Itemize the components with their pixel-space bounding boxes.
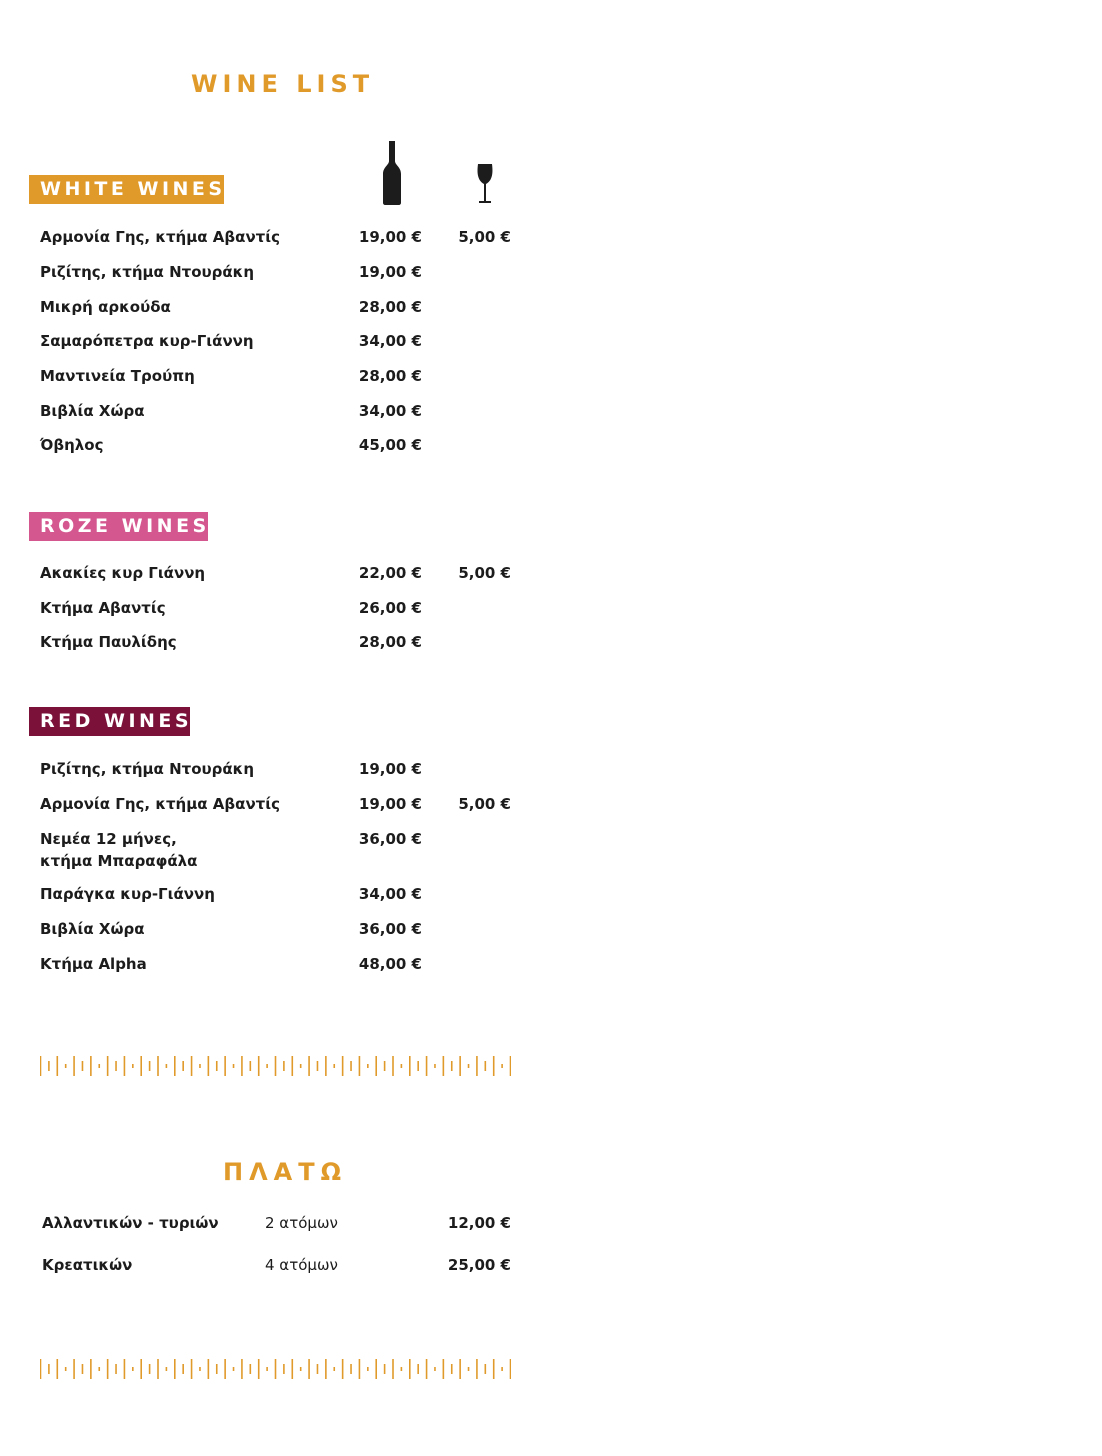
red-wines-heading: RED WINES xyxy=(29,707,190,736)
bottle-price: 48,00 € xyxy=(358,955,422,973)
bottle-price: 28,00 € xyxy=(358,633,422,651)
wine-name: Μικρή αρκούδα xyxy=(40,298,171,316)
wine-glass-icon xyxy=(476,163,494,205)
plato-name: Κρεατικών xyxy=(42,1256,133,1274)
wine-name: Όβηλος xyxy=(40,436,104,454)
roze-wines-heading: ROZE WINES xyxy=(29,512,208,541)
wine-name: Κτήμα Alpha xyxy=(40,955,147,973)
wine-name: Κτήμα Αβαντίς xyxy=(40,599,166,617)
plato-name: Αλλαντικών - τυριών xyxy=(42,1214,219,1232)
plato-price: 25,00 € xyxy=(447,1256,511,1274)
glass-price: 5,00 € xyxy=(458,564,511,582)
wine-name: Βιβλία Χώρα xyxy=(40,402,145,420)
plato-heading: ΠΛΑΤΩ xyxy=(223,1158,348,1186)
wine-name: Ριζίτης, κτήμα Ντουράκη xyxy=(40,263,255,281)
wine-name: Αρμονία Γης, κτήμα Αβαντίς xyxy=(40,228,280,246)
bottle-price: 34,00 € xyxy=(358,402,422,420)
bottle-price: 45,00 € xyxy=(358,436,422,454)
bottle-price: 19,00 € xyxy=(358,760,422,778)
bottle-price: 34,00 € xyxy=(358,885,422,903)
decorative-divider xyxy=(40,1358,511,1380)
wine-name: Κτήμα Παυλίδης xyxy=(40,633,177,651)
bottle-price: 19,00 € xyxy=(358,263,422,281)
page-title: WINE LIST xyxy=(191,70,375,98)
wine-name: Ακακίες κυρ Γιάννη xyxy=(40,564,206,582)
bottle-price: 36,00 € xyxy=(358,920,422,938)
wine-name: Μαντινεία Τρούπη xyxy=(40,367,195,385)
wine-name: Βιβλία Χώρα xyxy=(40,920,145,938)
bottle-price: 36,00 € xyxy=(358,830,422,848)
wine-name-line2: κτήμα Μπαραφάλα xyxy=(40,852,198,870)
wine-name: Αρμονία Γης, κτήμα Αβαντίς xyxy=(40,795,280,813)
plato-price: 12,00 € xyxy=(447,1214,511,1232)
bottle-price: 22,00 € xyxy=(358,564,422,582)
bottle-price: 19,00 € xyxy=(358,228,422,246)
bottle-price: 28,00 € xyxy=(358,367,422,385)
white-wines-heading: WHITE WINES xyxy=(29,175,224,204)
wine-name: Σαμαρόπετρα κυρ-Γιάννη xyxy=(40,332,254,350)
wine-name: Ριζίτης, κτήμα Ντουράκη xyxy=(40,760,255,778)
plato-persons: 4 ατόμων xyxy=(265,1256,338,1274)
glass-price: 5,00 € xyxy=(458,228,511,246)
wine-bottle-icon xyxy=(382,141,402,205)
plato-persons: 2 ατόμων xyxy=(265,1214,338,1232)
bottle-price: 19,00 € xyxy=(358,795,422,813)
bottle-price: 28,00 € xyxy=(358,298,422,316)
wine-name: Νεμέα 12 μήνες, xyxy=(40,830,177,848)
wine-name: Παράγκα κυρ-Γιάννη xyxy=(40,885,215,903)
glass-price: 5,00 € xyxy=(458,795,511,813)
decorative-divider xyxy=(40,1055,511,1077)
bottle-price: 26,00 € xyxy=(358,599,422,617)
bottle-price: 34,00 € xyxy=(358,332,422,350)
